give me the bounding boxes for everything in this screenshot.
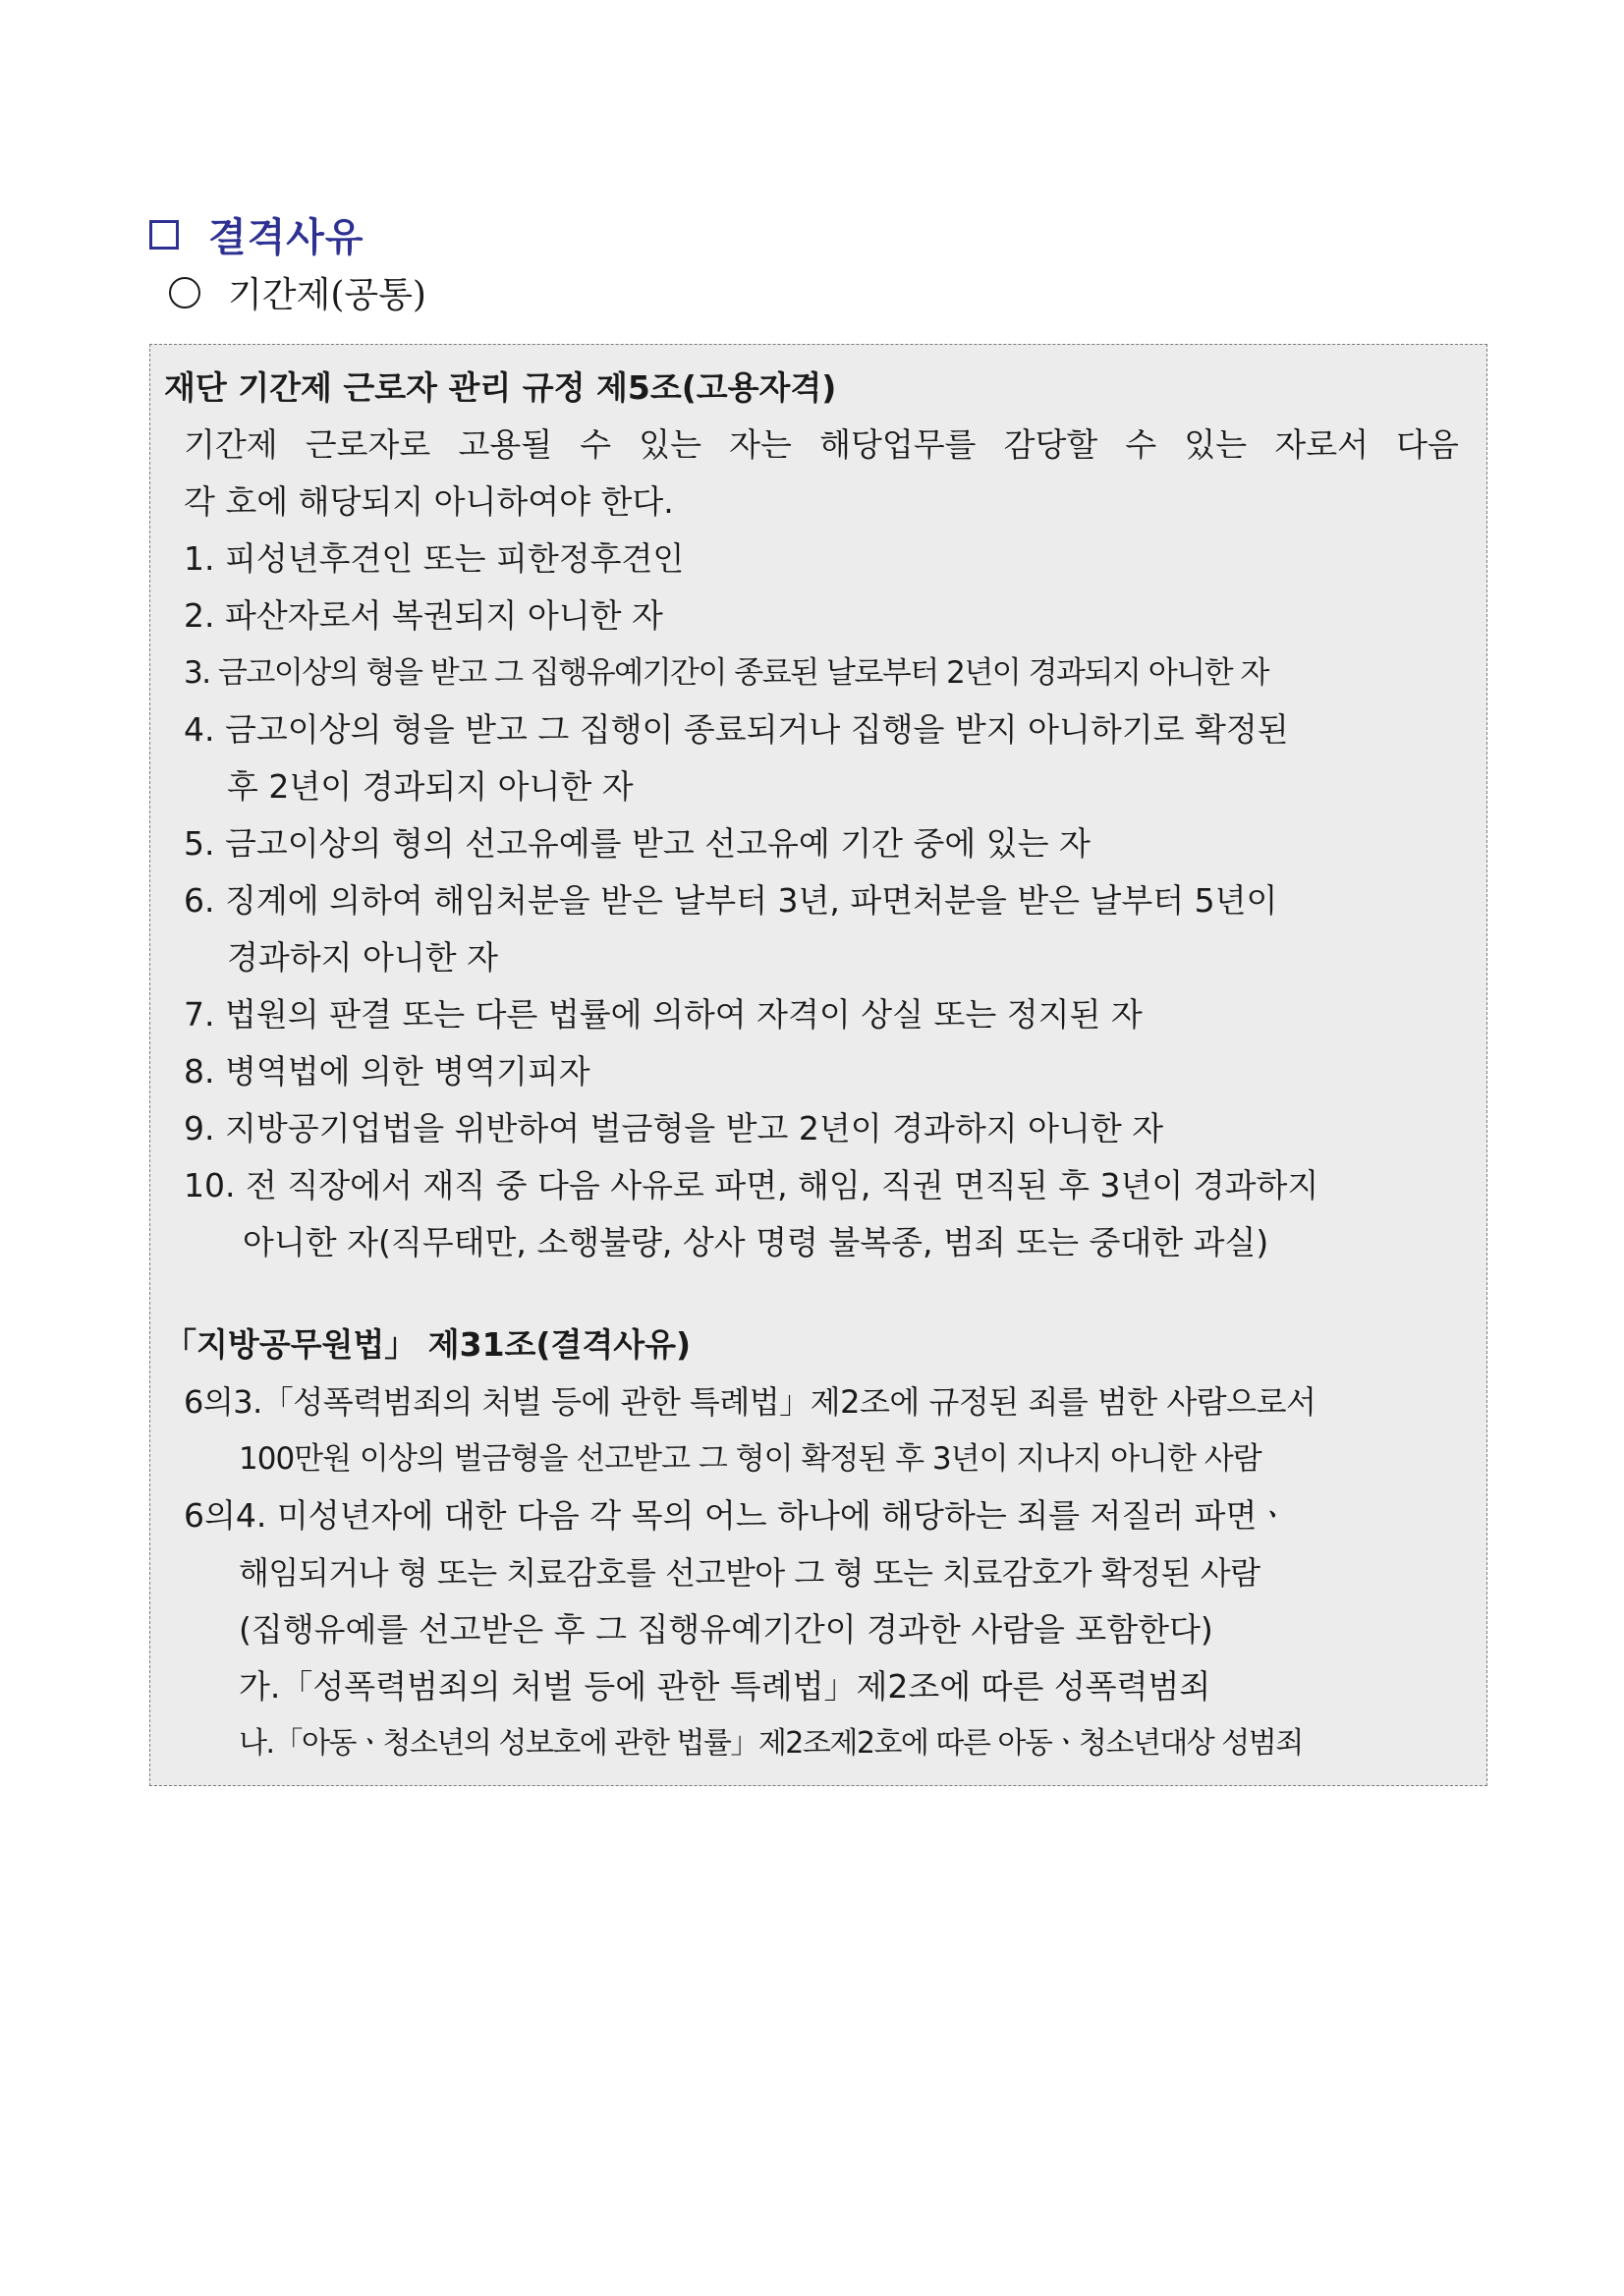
list-item: 5. 금고이상의 형의 선고유예를 받고 선고유예 기간 중에 있는 자: [184, 824, 1091, 863]
list-item: 6. 징계에 의하여 해임처분을 받은 날부터 3년, 파면처분을 받은 날부터 5년이: [184, 881, 1278, 920]
word: 자로서: [1274, 425, 1369, 464]
section-title: 결격사유: [208, 215, 364, 260]
list-item: 8. 병역법에 의한 병역기피자: [184, 1052, 590, 1091]
law-title: 「지방공무원법」 제31조(결격사유): [164, 1325, 692, 1364]
subsection-title: 기간제(공통): [228, 275, 426, 315]
list-item-continuation: 100만원 이상의 벌금형을 선고받고 그 형이 확정된 후 3년이 지나지 아니한 사람: [239, 1441, 1261, 1477]
list-item: 6의4. 미성년자에 대한 다음 각 목의 어느 하나에 해당하는 죄를 저질러 파면ㆍ: [184, 1496, 1289, 1535]
word: 고용될: [458, 425, 553, 464]
word: 근로자로: [305, 425, 431, 464]
section-heading: [149, 206, 364, 262]
list-item: 7. 법원의 판결 또는 다른 법률에 의하여 자격이 상실 또는 정지된 자: [184, 995, 1143, 1034]
list-item: 10. 전 직장에서 재직 중 다음 사유로 파면, 해임, 직권 면직된 후 3년이 경과하지: [184, 1166, 1319, 1204]
list-item: 6의3.「성폭력범죄의 처벌 등에 관한 특례법」제2조에 규정된 죄를 범한 사람으로서: [184, 1383, 1316, 1421]
list-item-continuation: 해임되거나 형 또는 치료감호를 선고받아 그 형 또는 치료감호가 확정된 사람: [239, 1554, 1260, 1592]
word: 다음: [1396, 425, 1459, 464]
sub-item: 가.「성폭력범죄의 처벌 등에 관한 특례법」제2조에 따른 성폭력범죄: [239, 1667, 1211, 1706]
word: 기간제: [184, 425, 278, 464]
list-item-continuation: (집행유예를 선고받은 후 그 집행유예기간이 경과한 사람을 포함한다): [239, 1610, 1213, 1649]
word: 수: [580, 425, 612, 464]
list-item-continuation: 후 2년이 경과되지 아니한 자: [227, 767, 634, 806]
list-item-continuation: 아니한 자(직무태만, 소행불량, 상사 명령 불복종, 범죄 또는 중대한 과실): [243, 1223, 1269, 1261]
list-item: 9. 지방공기업법을 위반하여 벌금형을 받고 2년이 경과하지 아니한 자: [184, 1109, 1164, 1148]
circle-bullet-icon: [169, 277, 200, 308]
intro-line: 각 호에 해당되지 아니하여야 한다.: [184, 482, 674, 521]
list-item: 3. 금고이상의 형을 받고 그 집행유예기간이 종료된 날로부터 2년이 경과되지 아니한 자: [184, 655, 1268, 691]
list-item-continuation: 경과하지 아니한 자: [227, 938, 499, 977]
content-panel: [149, 344, 1487, 1786]
list-item: 4. 금고이상의 형을 받고 그 집행이 종료되거나 집행을 받지 아니하기로 확정된: [184, 710, 1289, 749]
list-item: 1. 피성년후견인 또는 피한정후견인: [184, 539, 685, 578]
intro-line: [184, 425, 1459, 465]
word: 감당할: [1003, 425, 1098, 464]
word: 있는: [639, 425, 702, 464]
list-item: 2. 파산자로서 복권되지 아니한 자: [184, 596, 663, 635]
word: 있는: [1184, 425, 1248, 464]
square-bullet-icon: [149, 220, 179, 250]
regulation-title: 재단 기간제 근로자 관리 규정 제5조(고용자격): [164, 368, 837, 407]
subsection-heading: [169, 267, 426, 317]
word: 해당업무를: [819, 425, 977, 464]
word: 수: [1125, 425, 1157, 464]
word: 자는: [729, 425, 792, 464]
sub-item: 나.「아동ㆍ청소년의 성보호에 관한 법률」제2조제2호에 따른 아동ㆍ청소년대상 성범죄: [239, 1726, 1303, 1761]
